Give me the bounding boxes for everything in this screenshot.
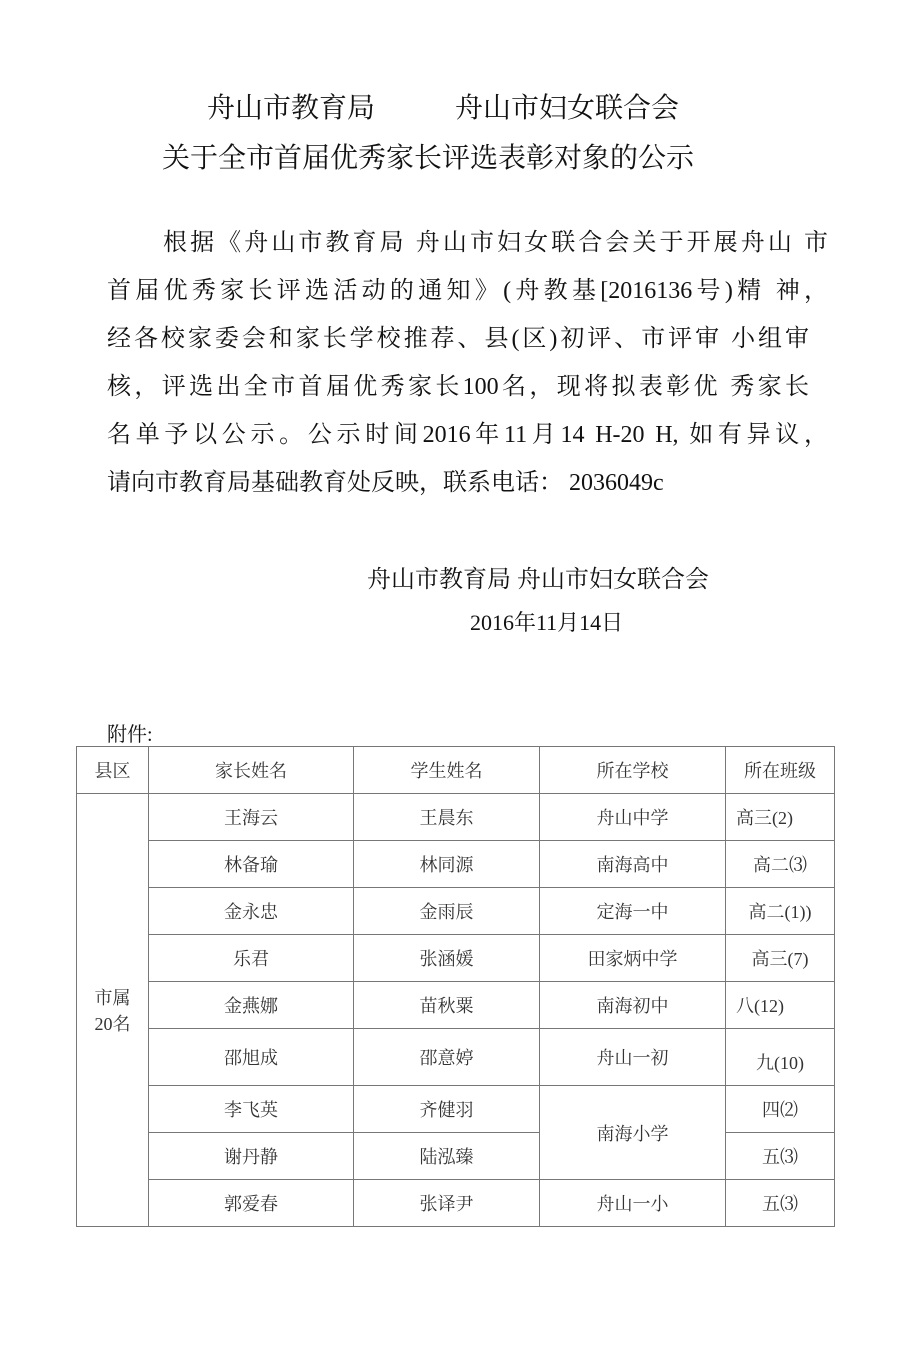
table-row [77, 888, 835, 935]
student-name: 齐健羽 [354, 1086, 540, 1133]
student-name: 陆泓臻 [354, 1133, 540, 1180]
signature-date: 2016年11月14日 [470, 610, 624, 635]
district-count: 20名 [94, 1014, 131, 1034]
student-name: 苗秋粟 [354, 982, 540, 1029]
student-name: 林同源 [354, 841, 540, 888]
school-name: 舟山中学 [540, 794, 726, 841]
header-student: 学生姓名 [354, 747, 540, 794]
class-name: 八(12) [726, 982, 835, 1029]
parent-name: 乐君 [149, 935, 354, 982]
header-parent: 家长姓名 [149, 747, 354, 794]
school-name: 舟山一初 [540, 1029, 726, 1086]
table-row [77, 1180, 835, 1227]
class-name: 高二⑶ [726, 841, 835, 888]
attachment-label: 附件: [107, 724, 153, 746]
awardee-table [76, 746, 835, 1227]
student-name: 邵意婷 [354, 1029, 540, 1086]
table-row [77, 982, 835, 1029]
document-title: 关于全市首届优秀家长评选表彰对象的公示 [162, 143, 695, 174]
header-class: 所在班级 [726, 747, 835, 794]
district-cell [77, 794, 149, 1227]
class-name: 高三(2) [726, 794, 835, 841]
school-name: 定海一中 [540, 888, 726, 935]
body-line: 首届优秀家长评选活动的通知》(舟教基[2016136号)精 神， [107, 278, 828, 304]
class-name: 高三(7) [726, 935, 835, 982]
header-district: 县区 [77, 747, 149, 794]
student-name: 张涵媛 [354, 935, 540, 982]
title-org-education: 舟山市教育局 [207, 93, 376, 124]
header-school: 所在学校 [540, 747, 726, 794]
class-name: 五⑶ [726, 1180, 835, 1227]
parent-name: 邵旭成 [149, 1029, 354, 1086]
table-row [77, 841, 835, 888]
table-row [77, 1029, 835, 1086]
signature-orgs: 舟山市教育局 舟山市妇女联合会 [367, 567, 709, 593]
body-line: 名单予以公示。公示时间2016年11月14 H-20 H, 如有异议， [107, 422, 828, 448]
parent-name: 谢丹静 [149, 1133, 354, 1180]
table-row [77, 794, 835, 841]
body-line: 根据《舟山市教育局 舟山市妇女联合会关于开展舟山 市 [163, 230, 828, 256]
title-org-women: 舟山市妇女联合会 [455, 93, 680, 124]
body-line: 核，评选出全市首届优秀家长100名，现将拟表彰优 秀家长 [107, 374, 809, 400]
parent-name: 李飞英 [149, 1086, 354, 1133]
parent-name: 郭爱春 [149, 1180, 354, 1227]
district-name: 市属 [94, 988, 131, 1008]
parent-name: 林备瑜 [149, 841, 354, 888]
school-name: 南海高中 [540, 841, 726, 888]
class-name: 九(10) [726, 1029, 835, 1086]
table-header-row [77, 747, 835, 794]
table-row [77, 935, 835, 982]
school-name: 田家炳中学 [540, 935, 726, 982]
student-name: 王晨东 [354, 794, 540, 841]
school-name: 南海小学 [540, 1086, 726, 1180]
body-line: 请向市教育局基础教育处反映，联系电话： 2036049c [107, 470, 664, 496]
class-name: 高二(1)) [726, 888, 835, 935]
school-name: 舟山一小 [540, 1180, 726, 1227]
student-name: 张译尹 [354, 1180, 540, 1227]
school-name: 南海初中 [540, 982, 726, 1029]
parent-name: 王海云 [149, 794, 354, 841]
body-line: 经各校家委会和家长学校推荐、县(区)初评、市评审 小组审 [107, 326, 809, 352]
student-name: 金雨辰 [354, 888, 540, 935]
table-row [77, 1086, 835, 1133]
class-name: 五⑶ [726, 1133, 835, 1180]
parent-name: 金永忠 [149, 888, 354, 935]
class-name: 四⑵ [726, 1086, 835, 1133]
parent-name: 金燕娜 [149, 982, 354, 1029]
